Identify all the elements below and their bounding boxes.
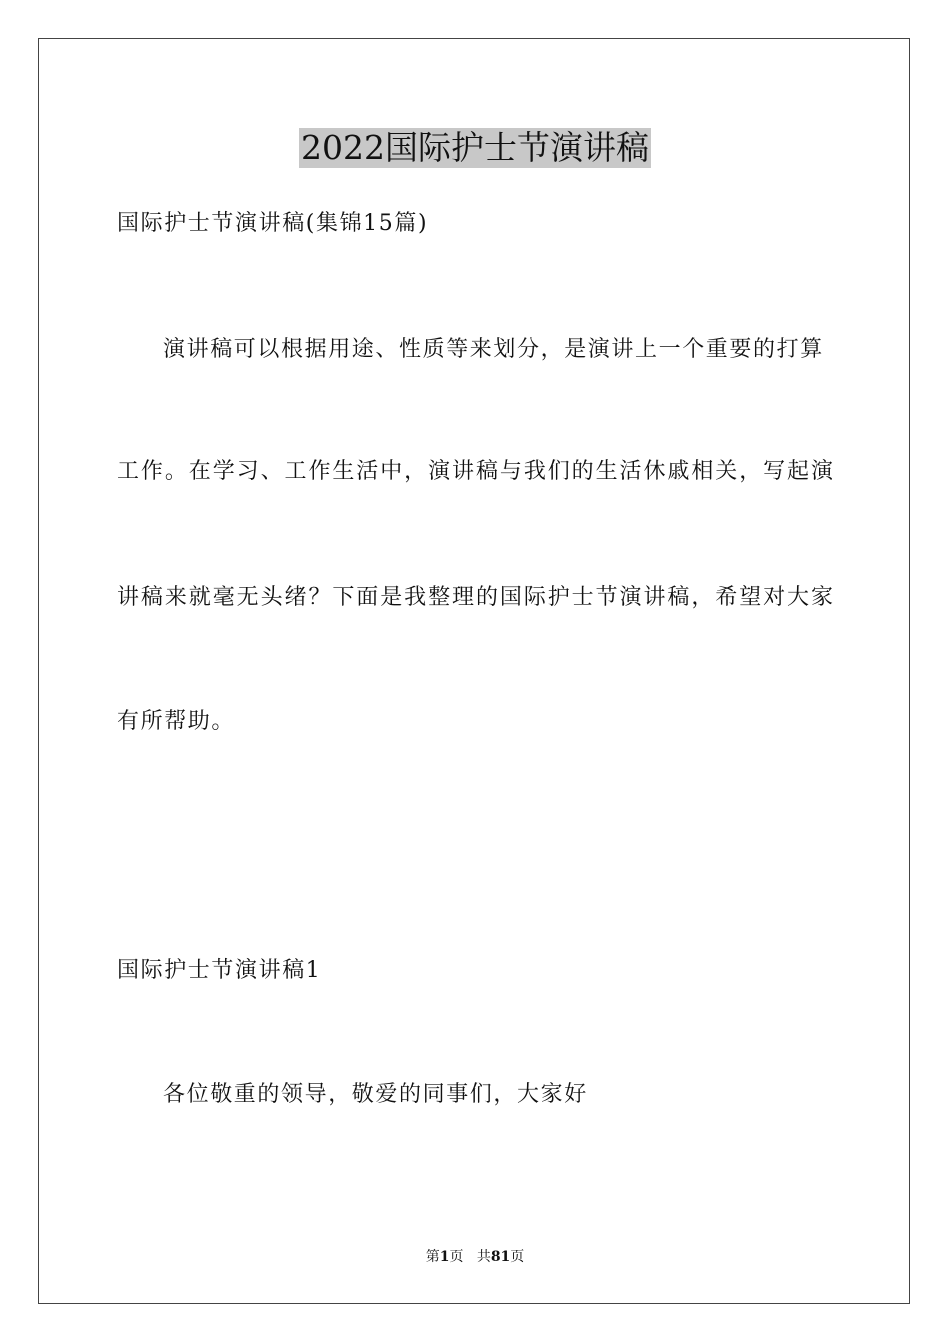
- footer-page-prefix: 第: [425, 1249, 440, 1265]
- footer-total-prefix: 共: [476, 1249, 491, 1265]
- footer-page-number: 1: [439, 1249, 450, 1265]
- footer-page-suffix: 页: [449, 1249, 464, 1265]
- document-title: 2022国际护士节演讲稿: [301, 128, 649, 167]
- page-footer: [0, 1247, 950, 1267]
- footer-total-pages: 81: [490, 1249, 511, 1265]
- document-subtitle: 国际护士节演讲稿(集锦15篇): [117, 211, 429, 236]
- intro-line-3: 讲稿来就毫无头绪？下面是我整理的国际护士节演讲稿，希望对大家: [117, 585, 833, 610]
- intro-line-4: 有所帮助。: [117, 709, 236, 734]
- footer-total-suffix: 页: [510, 1249, 525, 1265]
- intro-line-1: 演讲稿可以根据用途、性质等来划分，是演讲上一个重要的打算: [163, 337, 824, 362]
- section-heading: 国际护士节演讲稿1: [117, 958, 322, 983]
- title-container: [0, 128, 950, 168]
- greeting-line: 各位敬重的领导，敬爱的同事们，大家好: [163, 1082, 588, 1107]
- intro-line-2: 工作。在学习、工作生活中，演讲稿与我们的生活休戚相关，写起演: [117, 459, 833, 484]
